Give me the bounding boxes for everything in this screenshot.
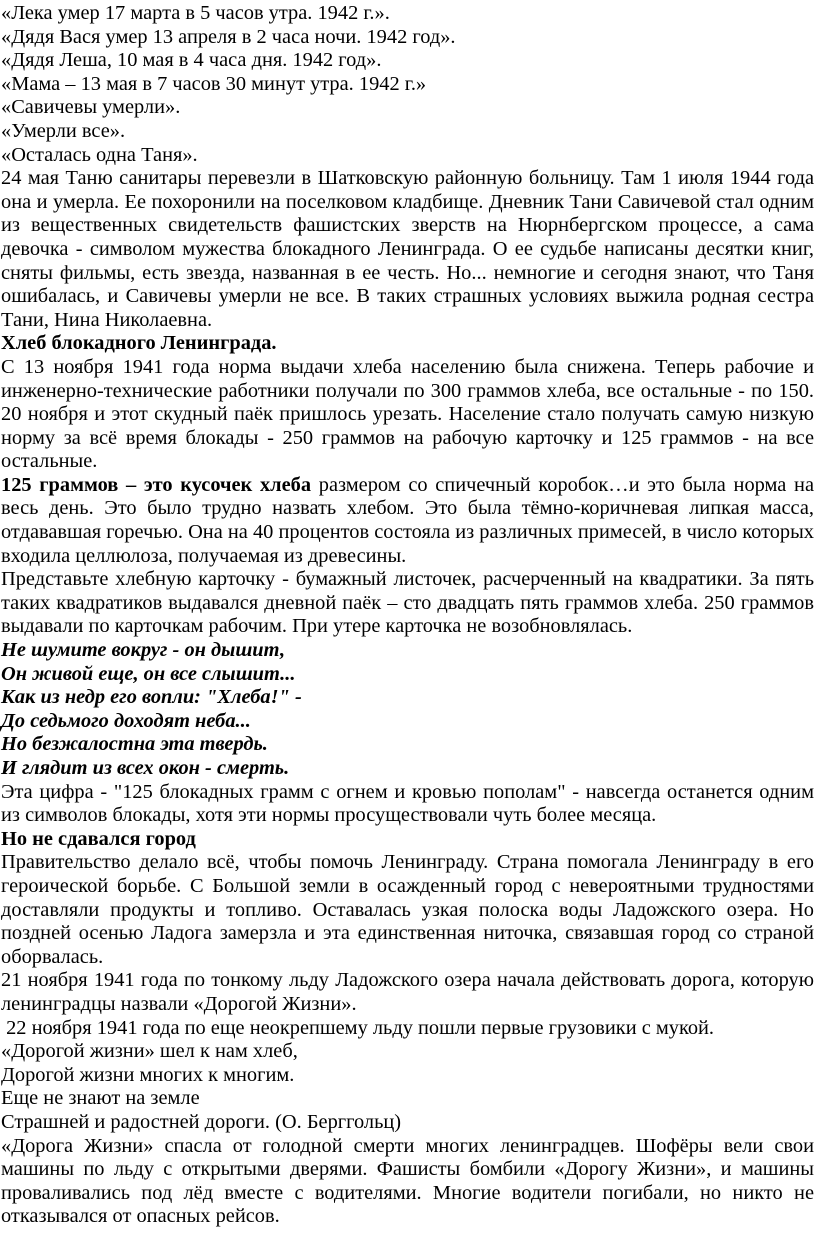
road-poem-line: Дорогой жизни многих к многим. <box>1 1063 295 1086</box>
road-poem-line: Еще не знают на земле <box>1 1087 200 1110</box>
trucks-line: 22 ноября 1941 года по еще неокрепшему льду пошли первые грузовики с мукой. <box>1 1016 715 1039</box>
final-paragraph: «Дорога Жизни» спасла от голодной смерти многих ленинградцев. Шофёры вели свои машины по льду с открытыми дверями. Фашисты бомбили «Дорогу Жизни», и машины проваливались под лёд вместе с водителями. Многие водители погибали, но никто не отказывался от опасных рейсов. <box>1 1134 814 1228</box>
diary-entry: «Умерли все». <box>1 119 126 142</box>
poem-line: До седьмого доходят неба... <box>1 709 251 732</box>
diary-entry: «Осталась одна Таня». <box>1 143 198 166</box>
poem-line: Но безжалостна эта твердь. <box>1 733 268 756</box>
figure-paragraph: Эта цифра - "125 блокадных грамм с огнем и кровью пополам" - навсегда останется одним из символов блокады, хотя эти нормы просуществовали чуть более месяца. <box>1 780 814 827</box>
card-paragraph: Представьте хлебную карточку - бумажный листочек, расчерченный на квадратики. За пять таких квадратиков выдавался дневной паёк – сто двадцать пять граммов хлеба. 250 граммов выдавали по карточкам рабочим. При утере карточка не возобновлялась. <box>1 568 814 638</box>
diary-entry: «Мама – 13 мая в 7 часов 30 минут утра. 1942 г.» <box>1 72 427 95</box>
bread-paragraph: С 13 ноября 1941 года норма выдачи хлеба населению была снижена. Теперь рабочие и инженерно-технические работники получали по 300 граммов хлеба, все остальные - по 150. 20 ноября и этот скудный паёк пришлось урезать. Население стало получать самую низкую норму за всё время блокады - 250 граммов на рабочую карточку и 125 граммов - на все остальные. <box>1 355 814 473</box>
bread-heading: Хлеб блокадного Ленинграда. <box>1 332 277 355</box>
road-paragraph: 21 ноября 1941 года по тонкому льду Ладожского озера начала действовать дорога, которую ленинградцы назвали «Дорогой Жизни». <box>1 969 814 1015</box>
diary-entry: «Дядя Леша, 10 мая в 4 часа дня. 1942 год». <box>1 49 382 72</box>
diary-entry: «Дядя Вася умер 13 апреля в 2 часа ночи. 1942 год». <box>1 25 456 48</box>
diary-entries <box>1 2 814 167</box>
gram-bold-phrase: 125 граммов – это кусочек хлеба <box>1 473 312 496</box>
poem-line: Не шумите вокруг - он дышит, <box>1 639 286 662</box>
poem-line: И глядит из всех окон - смерть. <box>1 757 290 779</box>
gram-paragraph <box>1 474 814 568</box>
road-poem-line: Страшней и радостней дороги. (О. Берггольц) <box>1 1110 402 1133</box>
tanya-paragraph: 24 мая Таню санитары перевезли в Шатковскую районную больницу. Там 1 июля 1944 года она и умерла. Ее похоронили на поселковом кладбище. Дневник Тани Савичевой стал одним из вещественных свидетельств фашистских зверств на Нюрнбергском процессе, а сама девочка - символом мужества блокадного Ленинграда. О ее судьбе написаны десятки книг, сняты фильмы, есть звезда, названная в ее честь. Но... немногие и сегодня знают, что Таня ошибалась, и Савичевы умерли не все. В таких страшных условиях выжила родная сестра Тани, Нина Николаевна. <box>1 167 814 331</box>
diary-entry: «Лека умер 17 марта в 5 часов утра. 1942 г.». <box>1 2 390 24</box>
diary-entry: «Савичевы умерли». <box>1 96 181 119</box>
government-paragraph: Правительство делало всё, чтобы помочь Ленинграду. Страна помогала Ленинграду в его героической борьбе. С Большой земли в осажденный город с невероятными трудностями доставляли продукты и топливо. Оставалась узкая полоска воды Ладожского озера. Но поздней осенью Ладога замерзла и эта единственная ниточка, связавшая город со страной оборвалась. <box>1 851 814 968</box>
road-poem <box>1 1040 814 1134</box>
poem-line: Он живой еще, он все слышит... <box>1 662 296 685</box>
poem-line: Как из недр его вопли: "Хлеба!" - <box>1 686 302 709</box>
city-heading: Но не сдавался город <box>1 827 196 850</box>
poem <box>1 639 814 781</box>
gram-paragraph-rest: размером со спичечный коробок…и это была норма на весь день. Это было трудно назвать хлебом. Это была тёмно-коричневая липкая масса, отдававшая горечью. Она на 40 процентов состояла из различных примесей, в число которых входила целлюлоза, получаемая из древесины. <box>1 473 814 567</box>
road-poem-line: «Дорогой жизни» шел к нам хлеб, <box>1 1040 298 1063</box>
